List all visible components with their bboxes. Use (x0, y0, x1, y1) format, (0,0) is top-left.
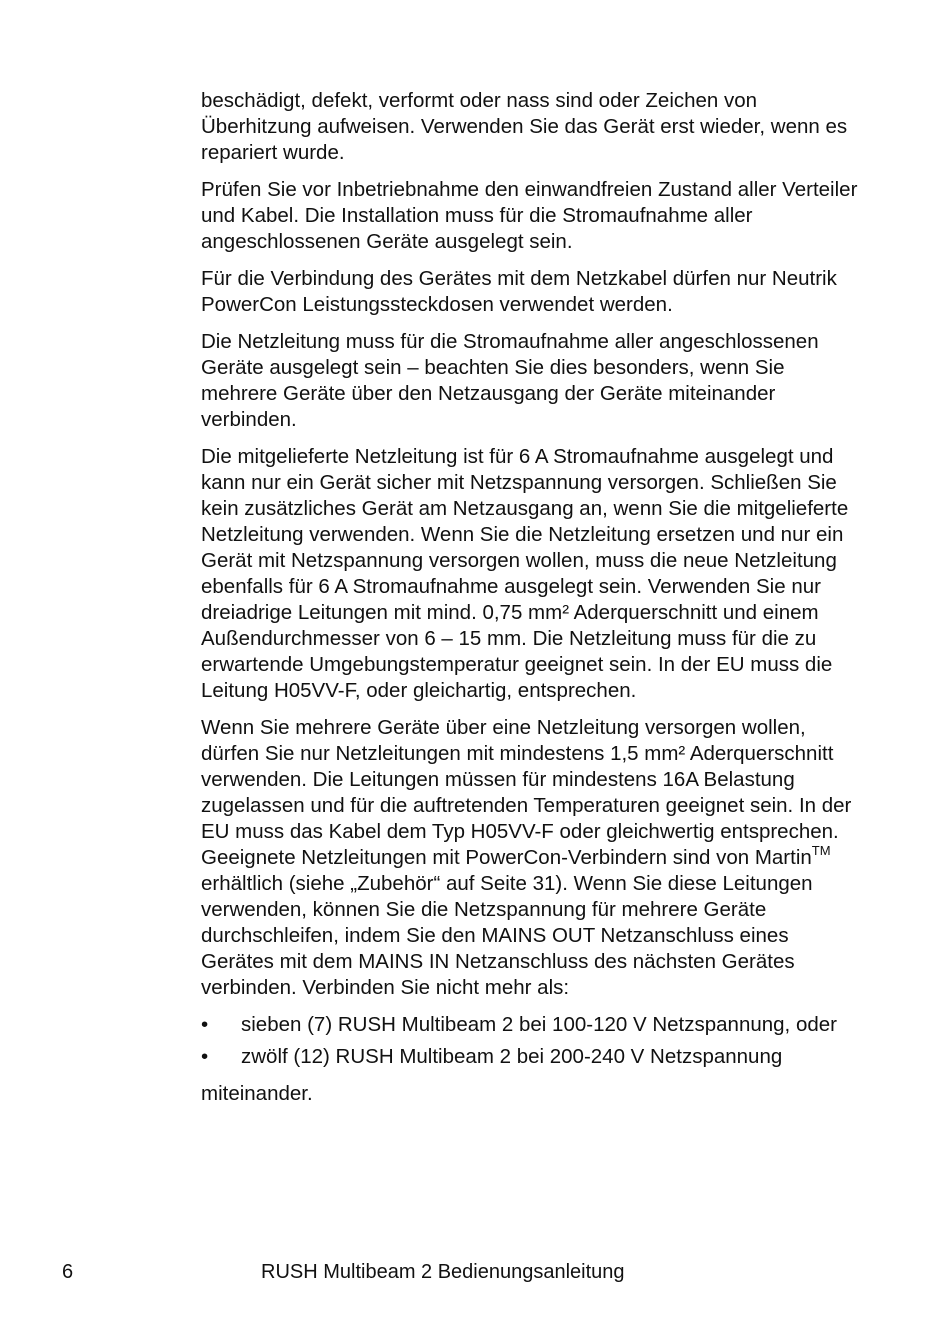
paragraph-supplied-cable: Die mitgelieferte Netzleitung ist für 6 A Stromaufnahme ausgelegt und kann nur ein Gerät sicher mit Netzspannung versorgen. Schließen Sie kein zusätzliches Gerät am Netzausgang an, wenn Sie die mitgelieferte Netzleitung verwenden. Wenn Sie die Netzleitung ersetzen und nur ein Gerät mit Netzspannung versorgen wollen, muss die neue Netzleitung ebenfalls für 6 A Stromaufnahme ausgelegt sein. Verwenden Sie nur dreiadrige Leitungen mit mind. 0,75 mm² Aderquerschnitt und einem Außendurchmesser von 6 – 15 mm. Die Netzleitung muss für die zu erwartende Umgebungstemperatur geeignet sein. In der EU muss die Leitung H05VV-F, oder gleichartig, entsprechen. (201, 445, 849, 702)
list-item-text: sieben (7) RUSH Multibeam 2 bei 100-120 V Netzspannung, oder (241, 1013, 837, 1036)
list-item (201, 1012, 861, 1038)
body-text (201, 88, 861, 1118)
paragraph-damage-warning: beschädigt, defekt, verformt oder nass sind oder Zeichen von Überhitzung aufweisen. Verwenden Sie das Gerät erst wieder, wenn es repariert wurde. (201, 89, 848, 164)
trademark-superscript: TM (811, 843, 831, 858)
daisy-chain-text-end: erhältlich (siehe „Zubehör“ auf Seite 31). Wenn Sie diese Leitungen verwenden, können Sie die Netzspannung für mehrere Geräte durchschleifen, indem Sie den MAINS OUT Netzanschluss eines Gerätes mit dem MAINS IN Netzanschluss des nächsten Gerätes verbinden. Verbinden Sie nicht mehr als: (201, 872, 813, 999)
paragraph-mains-cable-rating: Die Netzleitung muss für die Stromaufnahme aller angeschlossenen Geräte ausgelegt sein – beachten Sie dies besonders, wenn Sie mehrere Geräte über den Netzausgang der Geräte miteinander verbinden. (201, 330, 819, 431)
device-limit-list (201, 1012, 861, 1070)
bullet-icon: • (201, 1013, 209, 1036)
paragraph-powercon-sockets: Für die Verbindung des Gerätes mit dem Netzkabel dürfen nur Neutrik PowerCon Leistungssteckdosen verwendet werden. (201, 267, 837, 316)
closing-text: miteinander. (201, 1082, 313, 1105)
list-item (201, 1044, 861, 1070)
daisy-chain-text-start: Wenn Sie mehrere Geräte über eine Netzleitung versorgen wollen, dürfen Sie nur Netzleitungen mit mindestens 1,5 mm² Aderquerschnitt verwenden. Die Leitungen müssen für mindestens 16A Belastung zugelassen und für die auftretenden Temperaturen geeignet sein. In der EU muss das Kabel dem Typ H05VV-F oder gleichwertig entsprechen. Geeignete Netzleitungen mit PowerCon-Verbindern sind von Martin (201, 716, 852, 869)
bullet-icon: • (201, 1045, 209, 1068)
footer-title: RUSH Multibeam 2 Bedienungsanleitung (261, 1261, 625, 1283)
page-number: 6 (62, 1261, 74, 1283)
paragraph-check-cables: Prüfen Sie vor Inbetriebnahme den einwandfreien Zustand aller Verteiler und Kabel. Die Installation muss für die Stromaufnahme aller angeschlossenen Geräte ausgelegt sein. (201, 178, 858, 253)
list-item-text: zwölf (12) RUSH Multibeam 2 bei 200-240 V Netzspannung (241, 1045, 783, 1068)
paragraph-daisy-chain (201, 715, 861, 1001)
